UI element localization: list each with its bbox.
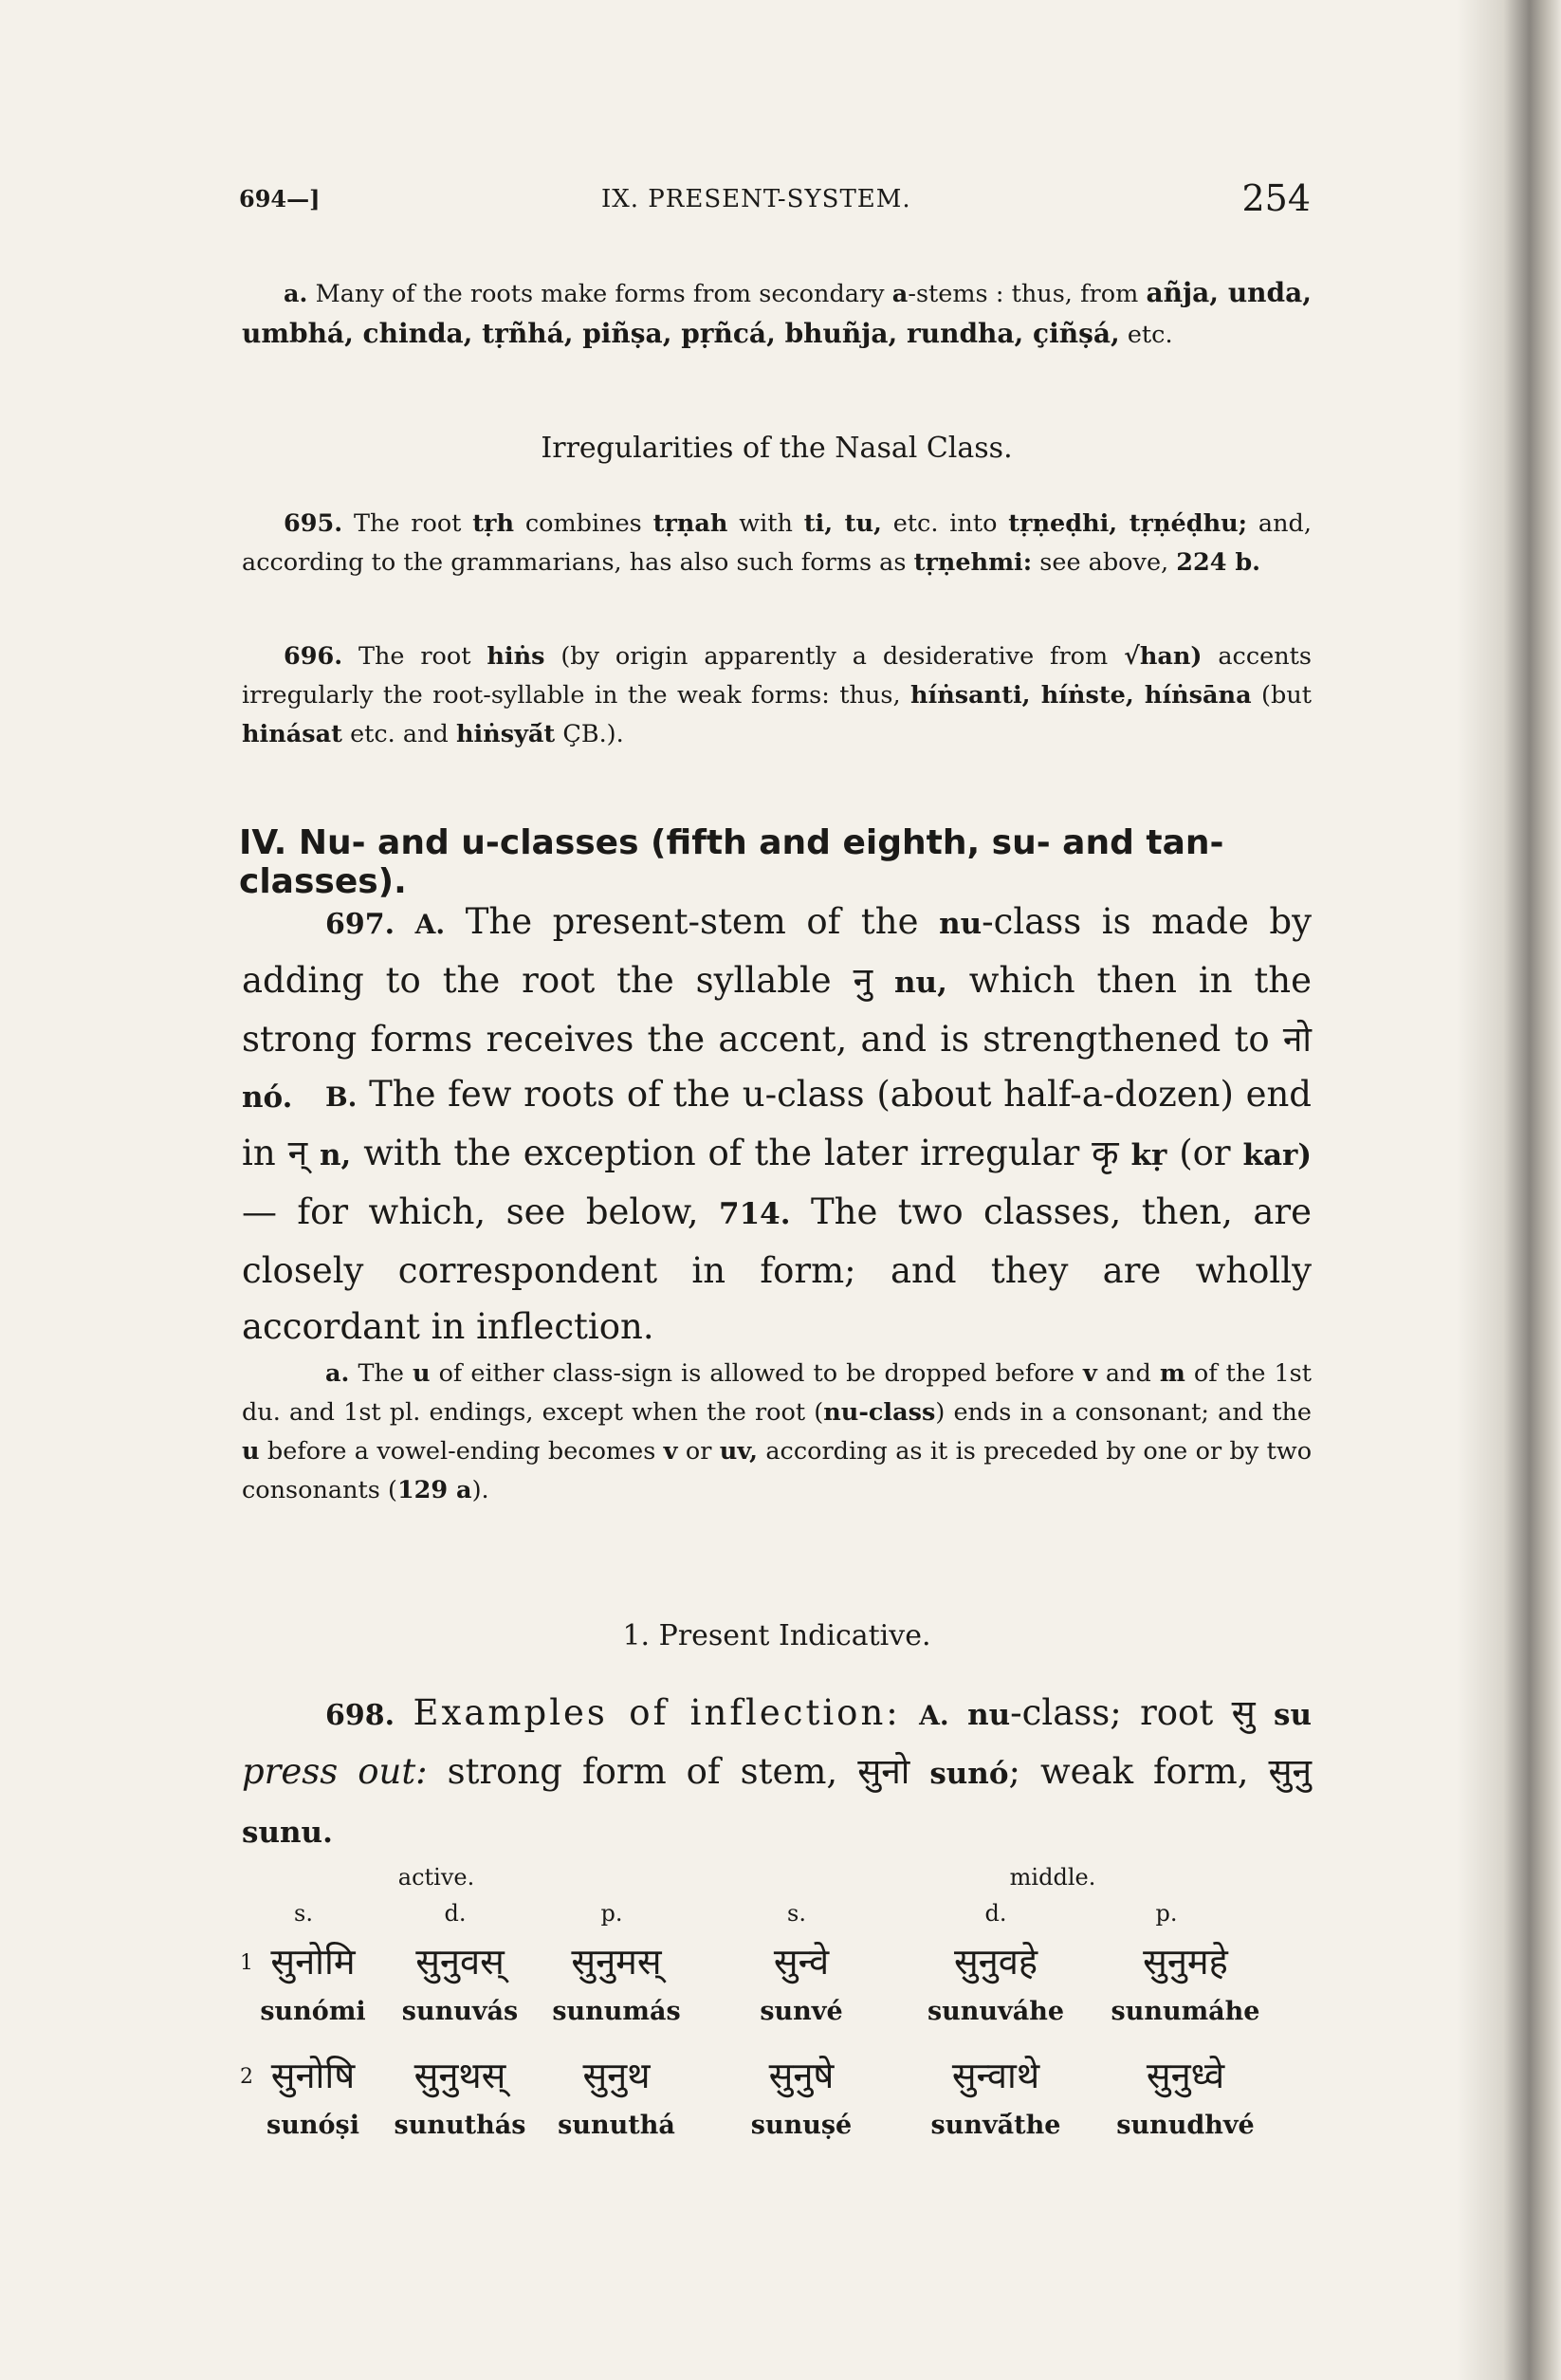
paragraph-697-b: [242, 1066, 1312, 1355]
para-keyword: tṛh: [472, 509, 515, 538]
devanagari-form: सुनुमस्: [571, 1941, 662, 1983]
para-keyword: nu-class: [823, 1398, 936, 1427]
transliteration: sunvé: [760, 1997, 843, 2026]
para-text: (or: [1179, 1133, 1231, 1173]
para-keyword: 714.: [719, 1197, 791, 1231]
column-header: p.: [600, 1900, 623, 1927]
para-text: of either class-sign is allowed to be dropped before: [438, 1359, 1074, 1388]
para-text: accents irregularly the root-syllable in the weak forms: thus,: [242, 642, 1312, 710]
devanagari-form: सुन्वे: [773, 1941, 830, 1983]
para-text: — for which, see below,: [242, 1191, 699, 1232]
heading-present-indicative: 1. Present Indicative.: [622, 1619, 931, 1652]
devanagari-form: सुनुथस्: [413, 2055, 506, 2096]
para-text: ÇB.).: [562, 720, 624, 748]
para-number: 697.: [325, 908, 395, 941]
para-label: a.: [325, 1359, 350, 1388]
para-letter: A.: [414, 909, 446, 940]
para-number: 696.: [284, 642, 343, 671]
devanagari-form: सुनुवहे: [953, 1941, 1038, 1983]
para-letter: A.: [919, 1700, 949, 1731]
transliteration: sunuthás: [394, 2111, 526, 2140]
devanagari-text: नो: [1282, 1019, 1312, 1060]
paragraph-696: [242, 637, 1312, 754]
row-number: 1: [240, 1951, 253, 1975]
para-text: etc. and: [350, 720, 449, 748]
para-keyword: m: [1159, 1359, 1185, 1388]
page-number: 254: [1241, 177, 1311, 219]
para-keyword: tṛṇah: [652, 509, 728, 538]
devanagari-form: सुन्वाथे: [951, 2055, 1040, 2096]
para-text: The root: [358, 642, 471, 671]
para-text: -stems : thus, from: [908, 280, 1139, 308]
section-iv-heading: IV. Nu- and u-classes (fifth and eighth, su- and tan-classes).: [239, 823, 1224, 901]
devanagari-form: सुनुध्वे: [1146, 2055, 1225, 2096]
devanagari-form: सुनोषि: [270, 2055, 356, 2096]
para-text: and: [1105, 1359, 1151, 1388]
para-text: of the 1st du. and 1st pl. endings, except when the root (: [242, 1359, 1313, 1427]
para-keyword: nu: [967, 1698, 1011, 1732]
para-text: combines: [524, 509, 642, 538]
para-keyword: n,: [320, 1138, 352, 1172]
transliteration: sunuvás: [401, 1997, 519, 2026]
transliteration: sunuváhe: [927, 1997, 1065, 2026]
para-keyword: su: [1274, 1698, 1313, 1732]
para-text: and, according to the grammarians, has also such forms as: [242, 509, 1312, 577]
devanagari-form: सुनुषे: [768, 2055, 835, 2096]
devanagari-text: न्: [287, 1133, 308, 1173]
para-keyword: hiṅsyā́t: [455, 720, 556, 748]
transliteration: sunuṣé: [750, 2111, 853, 2140]
para-keyword: nó.: [242, 1080, 293, 1115]
transliteration: sunudhvé: [1116, 2111, 1255, 2140]
voice-label-middle: middle.: [1009, 1864, 1096, 1891]
para-text: see above,: [1039, 548, 1169, 577]
para-text: (by origin apparently a desiderative from: [560, 642, 1109, 671]
para-keyword: kṛ: [1130, 1138, 1167, 1172]
para-keyword: sunu.: [242, 1816, 333, 1850]
para-text: The: [358, 1359, 404, 1388]
para-text: or: [685, 1437, 712, 1466]
para-text: (but: [1261, 681, 1312, 710]
para-text: which then in the strong forms receives the accent, and is strengthened to: [242, 960, 1313, 1060]
para-keyword: v: [663, 1437, 678, 1466]
para-number: 698.: [325, 1699, 395, 1732]
para-text: according as it is preceded by one or by two consonants (: [242, 1437, 1313, 1504]
devanagari-text: नु: [853, 960, 873, 1001]
para-text: ).: [471, 1476, 489, 1504]
para-keyword: nu,: [894, 966, 947, 1000]
para-keyword: √han): [1124, 642, 1203, 671]
column-header: p.: [1155, 1900, 1178, 1927]
para-italic: press out:: [242, 1751, 428, 1792]
voice-label-active: active.: [397, 1864, 475, 1891]
para-text: The two classes, then, are closely correspondent in form; and they are wholly accordant in inflection.: [242, 1191, 1312, 1347]
devanagari-text: सु: [1231, 1692, 1256, 1733]
devanagari-form: सुनोमि: [270, 1941, 356, 1983]
para-text: ; weak form,: [1008, 1751, 1249, 1792]
para-text: Examples of inflection:: [413, 1692, 901, 1733]
para-keyword: 224 b.: [1176, 548, 1261, 577]
para-keyword: uv,: [719, 1437, 758, 1466]
para-keyword: hinásat: [242, 720, 342, 748]
para-keyword: híṅsanti, híṅste, híṅsāna: [909, 681, 1252, 710]
para-keyword: ti, tu,: [803, 509, 882, 538]
transliteration: sunóṣi: [266, 2111, 359, 2140]
para-keyword: u: [413, 1359, 431, 1388]
paragraph-a-stems: [242, 273, 1312, 355]
para-text: -class is made by adding to the root the syllable: [242, 901, 1313, 1001]
para-keyword: kar): [1242, 1138, 1313, 1172]
para-keyword: tṛṇehmi:: [913, 548, 1033, 577]
devanagari-text: सुनो: [857, 1751, 910, 1792]
para-keyword: hiṅs: [487, 642, 545, 671]
para-text: Many of the roots make forms from secondary: [315, 280, 885, 308]
para-text: etc.: [1127, 321, 1173, 349]
para-text: ) ends in a consonant; and the: [935, 1398, 1312, 1427]
devanagari-form: सुनुथ: [582, 2055, 651, 2096]
para-keyword: v: [1083, 1359, 1097, 1388]
para-text: with: [739, 509, 793, 538]
devanagari-text: सुनु: [1268, 1751, 1313, 1792]
heading-irregularities: Irregularities of the Nasal Class.: [541, 432, 1013, 465]
para-text: before a vowel-ending becomes: [266, 1437, 656, 1466]
para-keyword: nu: [939, 907, 983, 941]
transliteration: sunumáhe: [1111, 1997, 1260, 2026]
paragraph-697-a-note: [242, 1355, 1312, 1510]
devanagari-text: कृ: [1092, 1133, 1119, 1173]
para-text: The root: [353, 509, 462, 538]
transliteration: sunómi: [260, 1997, 366, 2026]
para-letter: B.: [325, 1081, 358, 1113]
para-keyword: u: [242, 1437, 260, 1466]
para-number: 695.: [284, 509, 343, 538]
column-header: d.: [984, 1900, 1007, 1927]
inflection-table: [237, 1864, 1318, 2168]
devanagari-form: सुनुवस्: [415, 1941, 505, 1983]
para-text: etc. into: [892, 509, 998, 538]
para-keyword: tṛṇeḍhi, tṛṇéḍhu;: [1008, 509, 1248, 538]
paragraph-695: [242, 505, 1312, 582]
devanagari-form: सुनुमहे: [1143, 1941, 1228, 1983]
column-header: d.: [444, 1900, 467, 1927]
page-gutter-shadow: [1457, 0, 1561, 2380]
transliteration: sunuthá: [558, 2111, 675, 2140]
transliteration: sunvā́the: [930, 2111, 1061, 2140]
column-header: s.: [787, 1900, 806, 1927]
para-forms-list: añja, unda, umbhá, chinda, tṛñhá, piñṣa, pṛñcá, bhuñja, rundha, çiñṣá,: [242, 277, 1313, 349]
running-header: [239, 177, 1311, 223]
para-keyword: 129 a: [396, 1476, 472, 1504]
para-text: with the exception of the later irregular: [363, 1133, 1080, 1173]
para-keyword: a: [891, 280, 909, 308]
row-number: 2: [240, 2065, 253, 2089]
para-text: The few roots of the u-class (about half-a-dozen) end in: [242, 1074, 1312, 1173]
para-text: The present-stem of the: [465, 901, 919, 942]
transliteration: sunumás: [552, 1997, 681, 2026]
para-text: -class; root: [1010, 1692, 1214, 1733]
column-header: s.: [294, 1900, 313, 1927]
header-title: IX. PRESENT-SYSTEM.: [601, 185, 911, 213]
para-keyword: sunó: [929, 1757, 1009, 1791]
header-section-ref: 694—]: [239, 185, 321, 212]
para-text: strong form of stem,: [447, 1751, 838, 1792]
para-label: a.: [284, 280, 308, 308]
paragraph-698: [242, 1685, 1312, 1861]
